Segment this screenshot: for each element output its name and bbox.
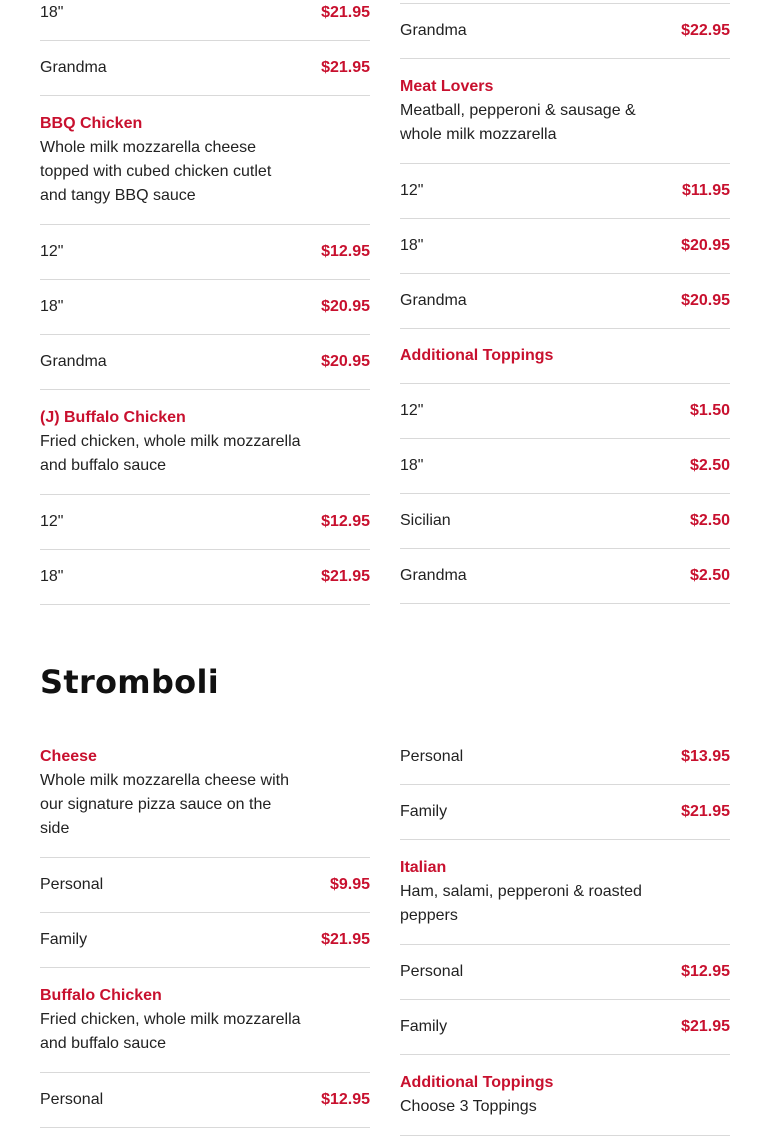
price-row <box>400 439 730 494</box>
menu-item-additional-toppings <box>400 1055 730 1136</box>
price-row <box>40 335 370 390</box>
price-row <box>40 913 370 968</box>
price-label: $21.95 <box>321 4 370 21</box>
price-row <box>400 4 730 59</box>
price-row <box>400 549 730 604</box>
price-row <box>40 280 370 335</box>
size-label: Grandma <box>400 22 467 39</box>
price-label: $2.50 <box>689 457 730 474</box>
price-label: $11.95 <box>681 182 730 199</box>
size-label: 12" <box>400 402 424 419</box>
price-label: $20.95 <box>681 292 730 309</box>
item-name: Additional Toppings <box>400 347 554 364</box>
item-description: Whole milk mozzarella cheese with our signature pizza sauce on the side <box>40 772 289 837</box>
price-label: $9.95 <box>329 876 370 893</box>
price-label: $20.95 <box>321 298 370 315</box>
size-label: Personal <box>400 748 464 765</box>
price-label: $21.95 <box>321 931 370 948</box>
size-label: Personal <box>40 1091 104 1108</box>
price-row <box>400 494 730 549</box>
stromboli-left-column <box>40 745 370 1128</box>
size-label: Family <box>400 1018 448 1035</box>
price-row <box>40 550 370 605</box>
price-label: $22.95 <box>681 22 730 39</box>
size-label: Grandma <box>40 353 107 370</box>
menu-item-buffalo-chicken <box>40 968 370 1073</box>
menu-item-bbq-chicken <box>40 96 370 225</box>
price-label: $21.95 <box>321 59 370 76</box>
size-label: 12" <box>40 513 64 530</box>
item-name: Italian <box>400 859 447 876</box>
price-label: $21.95 <box>681 1018 730 1035</box>
item-description: Whole milk mozzarella cheese topped with cubed chicken cutlet and tangy BBQ sauce <box>40 139 272 204</box>
price-label: $21.95 <box>321 568 370 585</box>
item-description: Ham, salami, pepperoni & roasted peppers <box>400 883 642 924</box>
price-label: $20.95 <box>681 237 730 254</box>
price-row <box>400 945 730 1000</box>
price-row <box>400 1000 730 1055</box>
price-label: $1.50 <box>689 402 730 419</box>
price-row <box>400 164 730 219</box>
price-label: $12.95 <box>681 963 730 980</box>
price-label: $2.50 <box>689 567 730 584</box>
size-label: Grandma <box>400 567 467 584</box>
stromboli-right-column <box>400 730 730 1136</box>
size-label: 12" <box>40 243 64 260</box>
item-description: Fried chicken, whole milk mozzarella and buffalo sauce <box>40 433 301 474</box>
size-label: 12" <box>400 182 424 199</box>
item-name: Cheese <box>40 748 97 765</box>
price-row <box>40 0 370 41</box>
item-description: Fried chicken, whole milk mozzarella and buffalo sauce <box>40 1011 301 1052</box>
size-label: Grandma <box>400 292 467 309</box>
size-label: 18" <box>40 298 64 315</box>
price-row <box>400 785 730 840</box>
price-label: $2.50 <box>689 512 730 529</box>
size-label: Personal <box>40 876 104 893</box>
size-label: Sicilian <box>400 512 451 529</box>
item-name: (J) Buffalo Chicken <box>40 409 186 426</box>
item-name: Buffalo Chicken <box>40 987 162 1004</box>
price-row <box>400 730 730 785</box>
size-label: 18" <box>400 237 424 254</box>
size-label: Grandma <box>40 59 107 76</box>
price-label: $12.95 <box>321 513 370 530</box>
price-row <box>40 858 370 913</box>
pizza-right-column <box>400 3 730 604</box>
size-label: 18" <box>40 568 64 585</box>
price-row <box>400 219 730 274</box>
price-row <box>400 274 730 329</box>
price-label: $12.95 <box>321 1091 370 1108</box>
price-row <box>40 1073 370 1128</box>
menu-item-cheese <box>40 745 370 858</box>
size-label: 18" <box>40 4 64 21</box>
size-label: 18" <box>400 457 424 474</box>
size-label: Personal <box>400 963 464 980</box>
price-row <box>40 41 370 96</box>
item-name: BBQ Chicken <box>40 115 143 132</box>
price-row <box>40 225 370 280</box>
section-title-stromboli: Stromboli <box>40 663 219 701</box>
price-row <box>40 495 370 550</box>
pizza-left-column <box>40 0 370 605</box>
item-description: Choose 3 Toppings <box>400 1098 537 1115</box>
menu-item-buffalo-chicken <box>40 390 370 495</box>
price-label: $12.95 <box>321 243 370 260</box>
item-name: Meat Lovers <box>400 78 494 95</box>
menu-item-italian <box>400 840 730 945</box>
price-label: $20.95 <box>321 353 370 370</box>
item-name: Additional Toppings <box>400 1074 554 1091</box>
menu-item-additional-toppings <box>400 329 730 384</box>
item-description: Meatball, pepperoni & sausage & whole milk mozzarella <box>400 102 636 143</box>
price-label: $13.95 <box>681 748 730 765</box>
price-row <box>400 384 730 439</box>
size-label: Family <box>40 931 88 948</box>
price-label: $21.95 <box>681 803 730 820</box>
size-label: Family <box>400 803 448 820</box>
menu-item-meat-lovers <box>400 59 730 164</box>
